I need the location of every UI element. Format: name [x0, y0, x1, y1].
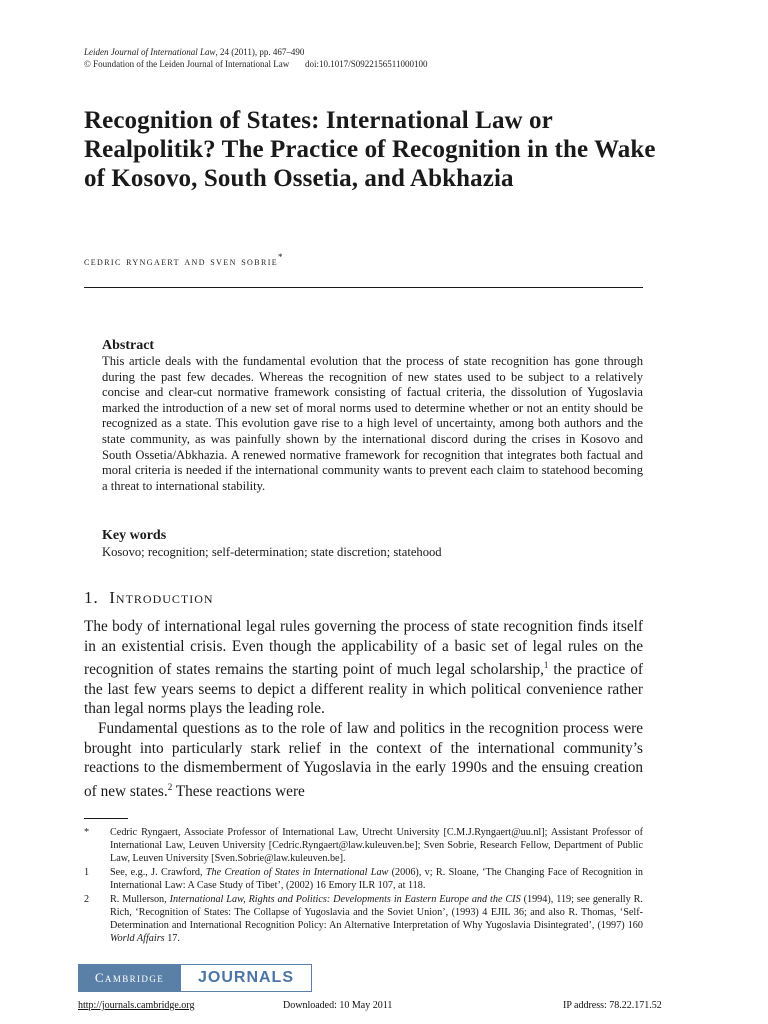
author-footnote-mark[interactable]: *: [278, 252, 283, 262]
fn2-part-c: (1994), 119; see generally R. Rich, ‘Recognition of States: The Collapse of Yugoslavia and the Soviet Union’, (1993) 4 EJIL 36; and also R. Thomas, ‘Self-Determination and International Recognition Policy: An Alternative Interpretation of Why Yugoslavia Disintegrated’, (1997) 160: [110, 894, 643, 932]
copyright-text: © Foundation of the Leiden Journal of International Law: [84, 59, 290, 69]
p2-text-end: These reactions were: [172, 782, 305, 800]
keywords-text: Kosovo; recognition; self-determination; state discretion; statehood: [102, 545, 442, 559]
footnote-ref-2[interactable]: 2: [167, 781, 173, 792]
ip-address: IP address: 78.22.171.52: [563, 1000, 662, 1011]
p2-text: Fundamental questions as to the role of law and politics in the recognition process were brought into particularly stark relief in the context of the international community’s reactions to the dismemberment of Yugoslavia in the early 1990s and the ensuing creation of new states.: [84, 720, 643, 800]
body-paragraph-1: [84, 617, 643, 719]
section-number: 1.: [84, 588, 99, 607]
fn1-part-c: (2006), v; R. Sloane, ‘The Changing Face of Recognition in International Law: A Case Study of Tibet’, (2002) 16 Emory ILR 107, at 118.: [110, 867, 643, 892]
journal-name: Leiden Journal of International Law: [84, 47, 216, 57]
cambridge-journals-logo[interactable]: [78, 964, 312, 992]
section-title: Introduction: [109, 588, 214, 607]
footnote-2: [84, 893, 643, 945]
p1-text-end: the practice of the last few years seems to depict a different reality in which political convenience rather than legal norms plays the leading role.: [84, 661, 643, 718]
footnote-1: [84, 866, 643, 892]
keywords-section: [102, 528, 643, 560]
section-heading: [84, 588, 214, 608]
fn2-book-title: International Law, Rights and Politics: Developments in Eastern Europe and the CIS: [169, 894, 521, 905]
footnote-star-text: Cedric Ryngaert, Associate Professor of International Law, Utrecht University [C.M.J.Ryngaert@uu.nl]; Assistant Professor of International Law, Leuven University [Cedric.Ryngaert@law.kuleuven.be]; Sven Sobrie, Research Fellow, Department of Public Law, Leuven University [Sven.Sobrie@law.kuleuven.be].: [110, 827, 643, 865]
journal-header: [84, 46, 427, 70]
fn2-part-a: R. Mullerson,: [110, 894, 170, 905]
footnote-ref-1[interactable]: 1: [543, 660, 549, 671]
copyright-line: [84, 58, 427, 70]
cambridge-wordmark: Cambridge: [78, 964, 181, 992]
footnote-star: [84, 826, 643, 865]
footnote-divider: [84, 818, 128, 819]
doi-text: doi:10.1017/S0922156511000100: [305, 59, 428, 69]
fn2-part-e: 17.: [164, 933, 180, 945]
authors-text: cedric ryngaert and sven sobrie: [84, 254, 279, 268]
keywords-heading: Key words: [102, 528, 167, 543]
footnote-2-text: [110, 893, 643, 945]
footnote-star-mark: *: [84, 827, 90, 838]
abstract-text: This article deals with the fundamental evolution that the process of state recognition has gone through during the past few decades. Whereas the recognition of new states used to be subject to a relatively concise and clear-cut normative framework consisting of factual criteria, the dissolution of Yugoslavia marked the introduction of a new set of moral norms used to determine whether or not an entity should be recognized as a state. This evolution gave rise to a high level of uncertainty, among both authors and the state community, as was painfully shown by the international discord during the crises in Kosovo and South Ossetia/Abkhazia. A renewed normative framework for recognition that integrates both factual and moral criteria is needed if the international community wants to prevent each claim to statehood becoming a threat to international stability.: [102, 354, 643, 493]
footnote-2-mark: 2: [84, 894, 90, 905]
article-authors: [84, 252, 283, 269]
footnote-1-mark: 1: [84, 867, 90, 878]
article-title: Recognition of States: International Law or Realpolitik? The Practice of Recognition in the Wake of Kosovo, South Ossetia, and Abkhazia: [84, 107, 656, 192]
journal-citation: [84, 46, 427, 58]
citation-text: , 24 (2011), pp. 467–490: [215, 47, 305, 57]
p1-text: The body of international legal rules governing the process of state recognition finds itself in an existential crisis. Even though the applicability of a basic set of legal rules on the recognition of states remains the starting point of much legal scholarship,: [84, 618, 643, 679]
journals-wordmark: JOURNALS: [181, 964, 312, 992]
body-text: [84, 617, 643, 802]
fn2-journal-title: World Affairs: [110, 933, 165, 945]
journals-link[interactable]: http://journals.cambridge.org: [78, 1000, 195, 1011]
download-date: Downloaded: 10 May 2011: [283, 1000, 393, 1011]
body-paragraph-2: [84, 719, 643, 801]
abstract-heading: Abstract: [102, 338, 155, 353]
title-divider: [84, 287, 643, 288]
footnote-1-text: [110, 866, 643, 892]
fn1-book-title: The Creation of States in International Law: [205, 867, 389, 878]
abstract-section: [102, 338, 643, 494]
fn1-part-a: See, e.g., J. Crawford,: [110, 867, 206, 878]
